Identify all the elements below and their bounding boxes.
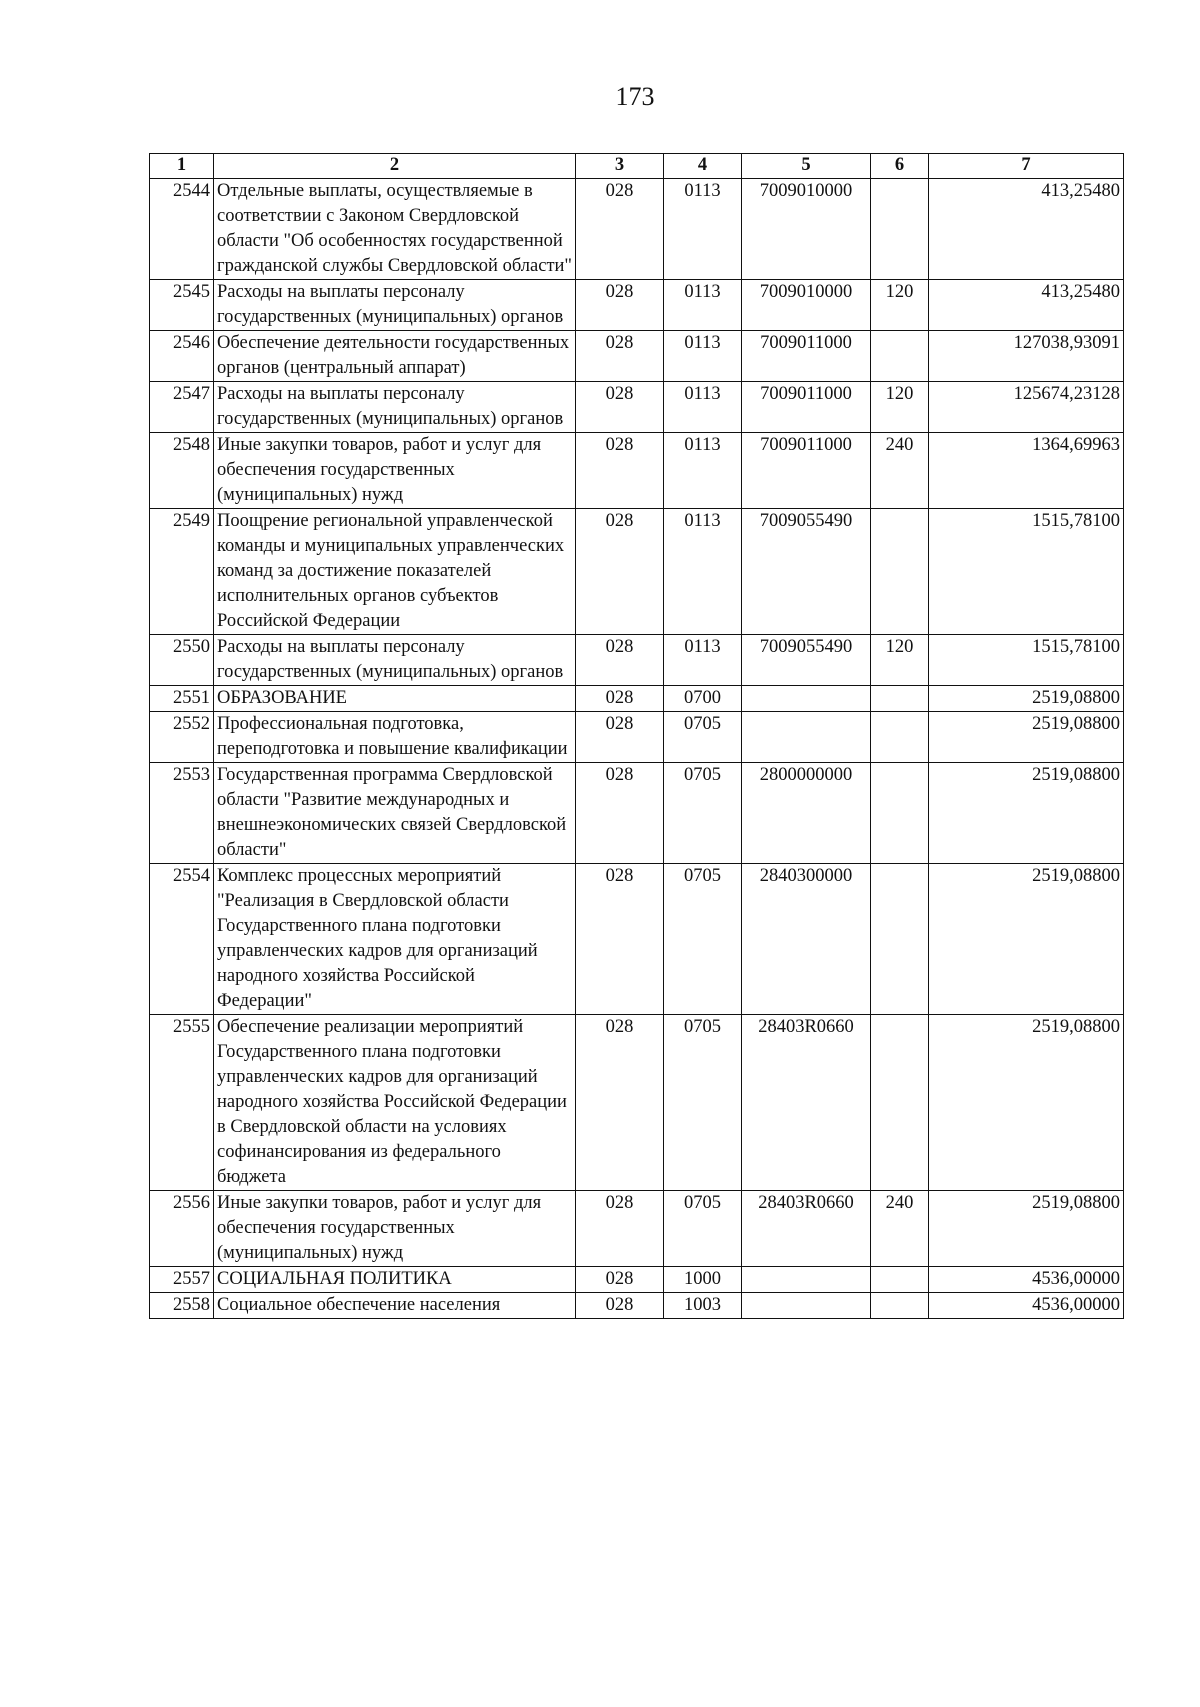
- item-name-cell: Иные закупки товаров, работ и услуг для обеспечения государственных (муниципальных) нужд: [214, 1191, 576, 1267]
- expense-type-code-cell: [871, 509, 929, 635]
- section-code-cell: 0705: [664, 864, 742, 1015]
- expense-type-code-cell: [871, 1293, 929, 1319]
- amount-cell: 2519,08800: [929, 686, 1124, 712]
- target-item-code-cell: [742, 712, 871, 763]
- table-row: [150, 1015, 1124, 1191]
- item-name-cell: Расходы на выплаты персоналу государственных (муниципальных) органов: [214, 280, 576, 331]
- section-code-cell: 0705: [664, 763, 742, 864]
- amount-cell: 2519,08800: [929, 864, 1124, 1015]
- department-code-cell: 028: [576, 382, 664, 433]
- target-item-code-cell: 7009011000: [742, 433, 871, 509]
- department-code-cell: 028: [576, 864, 664, 1015]
- item-name-cell: Профессиональная подготовка, переподготовка и повышение квалификации: [214, 712, 576, 763]
- item-name-cell: Социальное обеспечение населения: [214, 1293, 576, 1319]
- row-number-cell: 2552: [150, 712, 214, 763]
- row-number-cell: 2547: [150, 382, 214, 433]
- item-name-cell: Расходы на выплаты персоналу государственных (муниципальных) органов: [214, 382, 576, 433]
- amount-cell: 2519,08800: [929, 1191, 1124, 1267]
- row-number-cell: 2544: [150, 179, 214, 280]
- expense-type-code-cell: 120: [871, 382, 929, 433]
- item-name-cell: Расходы на выплаты персоналу государственных (муниципальных) органов: [214, 635, 576, 686]
- target-item-code-cell: 28403R0660: [742, 1191, 871, 1267]
- amount-cell: 4536,00000: [929, 1267, 1124, 1293]
- table-row: [150, 635, 1124, 686]
- table-row: [150, 864, 1124, 1015]
- table-row: [150, 1293, 1124, 1319]
- row-number-cell: 2556: [150, 1191, 214, 1267]
- target-item-code-cell: 28403R0660: [742, 1015, 871, 1191]
- department-code-cell: 028: [576, 686, 664, 712]
- item-name-cell: Отдельные выплаты, осуществляемые в соответствии с Законом Свердловской области "Об особенностях государственной гражданской службы Свердловской области": [214, 179, 576, 280]
- department-code-cell: 028: [576, 763, 664, 864]
- table-row: [150, 1267, 1124, 1293]
- department-code-cell: 028: [576, 179, 664, 280]
- target-item-code-cell: 7009055490: [742, 509, 871, 635]
- amount-cell: 127038,93091: [929, 331, 1124, 382]
- row-number-cell: 2555: [150, 1015, 214, 1191]
- section-code-cell: 1000: [664, 1267, 742, 1293]
- row-number-cell: 2551: [150, 686, 214, 712]
- item-name-cell: Государственная программа Свердловской области "Развитие международных и внешнеэкономических связей Свердловской области": [214, 763, 576, 864]
- row-number-cell: 2549: [150, 509, 214, 635]
- row-number-cell: 2550: [150, 635, 214, 686]
- row-number-cell: 2545: [150, 280, 214, 331]
- amount-cell: 4536,00000: [929, 1293, 1124, 1319]
- expense-type-code-cell: 240: [871, 433, 929, 509]
- section-code-cell: 0113: [664, 509, 742, 635]
- target-item-code-cell: [742, 686, 871, 712]
- department-code-cell: 028: [576, 433, 664, 509]
- section-code-cell: 0113: [664, 635, 742, 686]
- table-header-row: [150, 154, 1124, 179]
- table-row: [150, 509, 1124, 635]
- amount-cell: 2519,08800: [929, 712, 1124, 763]
- department-code-cell: 028: [576, 1267, 664, 1293]
- row-number-cell: 2558: [150, 1293, 214, 1319]
- amount-cell: 125674,23128: [929, 382, 1124, 433]
- budget-table: [149, 153, 1124, 1319]
- expense-type-code-cell: [871, 1015, 929, 1191]
- section-code-cell: 0705: [664, 1015, 742, 1191]
- section-code-cell: 1003: [664, 1293, 742, 1319]
- expense-type-code-cell: [871, 864, 929, 1015]
- department-code-cell: 028: [576, 712, 664, 763]
- section-code-cell: 0705: [664, 1191, 742, 1267]
- expense-type-code-cell: 120: [871, 280, 929, 331]
- amount-cell: 1515,78100: [929, 635, 1124, 686]
- row-number-cell: 2553: [150, 763, 214, 864]
- row-number-cell: 2557: [150, 1267, 214, 1293]
- section-code-cell: 0113: [664, 280, 742, 331]
- department-code-cell: 028: [576, 280, 664, 331]
- target-item-code-cell: [742, 1293, 871, 1319]
- page-number: 173: [615, 82, 655, 111]
- section-code-cell: 0113: [664, 179, 742, 280]
- section-code-cell: 0700: [664, 686, 742, 712]
- amount-cell: 1515,78100: [929, 509, 1124, 635]
- item-name-cell: СОЦИАЛЬНАЯ ПОЛИТИКА: [214, 1267, 576, 1293]
- target-item-code-cell: 2800000000: [742, 763, 871, 864]
- expense-type-code-cell: 120: [871, 635, 929, 686]
- amount-cell: 413,25480: [929, 179, 1124, 280]
- expense-type-code-cell: [871, 712, 929, 763]
- table-row: [150, 280, 1124, 331]
- expense-type-code-cell: [871, 763, 929, 864]
- column-header-1: 1: [150, 154, 214, 179]
- target-item-code-cell: 7009010000: [742, 179, 871, 280]
- amount-cell: 1364,69963: [929, 433, 1124, 509]
- target-item-code-cell: 7009011000: [742, 331, 871, 382]
- department-code-cell: 028: [576, 331, 664, 382]
- item-name-cell: Иные закупки товаров, работ и услуг для обеспечения государственных (муниципальных) нужд: [214, 433, 576, 509]
- department-code-cell: 028: [576, 509, 664, 635]
- item-name-cell: Обеспечение реализации мероприятий Государственного плана подготовки управленческих кадров для организаций народного хозяйства Российской Федерации в Свердловской области на условиях софинансирования из федерального бюджета: [214, 1015, 576, 1191]
- department-code-cell: 028: [576, 1015, 664, 1191]
- table-row: [150, 382, 1124, 433]
- expense-type-code-cell: [871, 1267, 929, 1293]
- table-row: [150, 686, 1124, 712]
- target-item-code-cell: 7009010000: [742, 280, 871, 331]
- column-header-6: 6: [871, 154, 929, 179]
- section-code-cell: 0113: [664, 331, 742, 382]
- target-item-code-cell: 2840300000: [742, 864, 871, 1015]
- section-code-cell: 0113: [664, 433, 742, 509]
- amount-cell: 413,25480: [929, 280, 1124, 331]
- table-row: [150, 712, 1124, 763]
- table-row: [150, 763, 1124, 864]
- table-row: [150, 331, 1124, 382]
- section-code-cell: 0705: [664, 712, 742, 763]
- section-code-cell: 0113: [664, 382, 742, 433]
- target-item-code-cell: 7009011000: [742, 382, 871, 433]
- target-item-code-cell: [742, 1267, 871, 1293]
- row-number-cell: 2546: [150, 331, 214, 382]
- department-code-cell: 028: [576, 1293, 664, 1319]
- item-name-cell: Поощрение региональной управленческой команды и муниципальных управленческих команд за достижение показателей исполнительных органов субъектов Российской Федерации: [214, 509, 576, 635]
- item-name-cell: Обеспечение деятельности государственных органов (центральный аппарат): [214, 331, 576, 382]
- row-number-cell: 2548: [150, 433, 214, 509]
- department-code-cell: 028: [576, 635, 664, 686]
- expense-type-code-cell: [871, 331, 929, 382]
- amount-cell: 2519,08800: [929, 763, 1124, 864]
- expense-type-code-cell: 240: [871, 1191, 929, 1267]
- column-header-7: 7: [929, 154, 1124, 179]
- column-header-3: 3: [576, 154, 664, 179]
- table-row: [150, 1191, 1124, 1267]
- department-code-cell: 028: [576, 1191, 664, 1267]
- table-row: [150, 433, 1124, 509]
- expense-type-code-cell: [871, 179, 929, 280]
- row-number-cell: 2554: [150, 864, 214, 1015]
- expense-type-code-cell: [871, 686, 929, 712]
- target-item-code-cell: 7009055490: [742, 635, 871, 686]
- column-header-5: 5: [742, 154, 871, 179]
- column-header-2: 2: [214, 154, 576, 179]
- column-header-4: 4: [664, 154, 742, 179]
- item-name-cell: ОБРАЗОВАНИЕ: [214, 686, 576, 712]
- table-row: [150, 179, 1124, 280]
- item-name-cell: Комплекс процессных мероприятий "Реализация в Свердловской области Государственного плана подготовки управленческих кадров для организаций народного хозяйства Российской Федерации": [214, 864, 576, 1015]
- amount-cell: 2519,08800: [929, 1015, 1124, 1191]
